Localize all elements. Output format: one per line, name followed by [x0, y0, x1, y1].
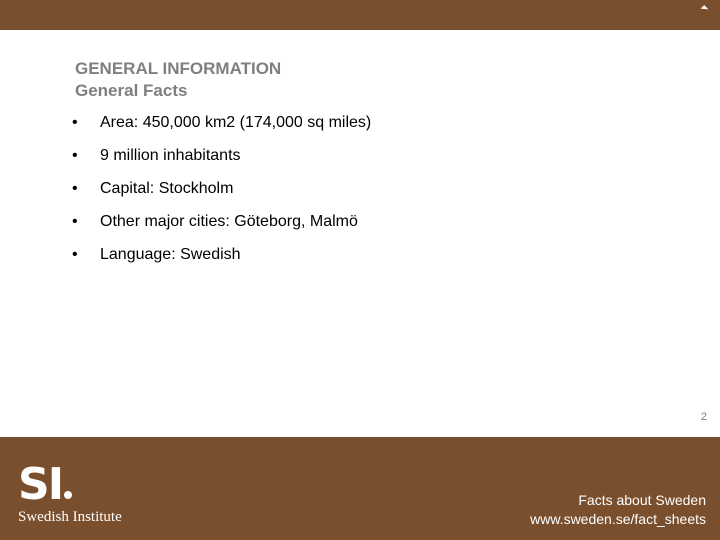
list-item: [72, 178, 371, 211]
corner-arrow-icon: [701, 5, 709, 13]
list-item: [72, 211, 371, 244]
swedish-institute-logo: [18, 459, 122, 526]
title-line-2: General Facts: [75, 81, 188, 100]
page-number: 2: [700, 411, 707, 423]
footer-link[interactable]: www.sweden.se/fact_sheets: [530, 511, 706, 527]
title-line-1: GENERAL INFORMATION: [75, 59, 282, 78]
logo-dot-icon: [64, 491, 72, 499]
slide-title: [75, 58, 281, 102]
top-band: [0, 0, 720, 30]
list-item: [72, 112, 371, 145]
bullet-icon: •: [72, 114, 78, 131]
bullet-text: 9 million inhabitants: [100, 147, 241, 164]
logo-mark: [18, 459, 122, 510]
logo-text: Swedish Institute: [18, 509, 122, 525]
footer-band: [0, 437, 720, 540]
bullet-icon: •: [72, 147, 78, 164]
bullet-icon: •: [72, 246, 78, 263]
list-item: [72, 145, 371, 178]
footer-line-1: Facts about Sweden: [578, 492, 706, 508]
footer-text: [530, 491, 706, 529]
bullet-list: [72, 112, 371, 277]
bullet-text: Language: Swedish: [100, 246, 241, 263]
bullet-icon: •: [72, 180, 78, 197]
bullet-text: Other major cities: Göteborg, Malmö: [100, 213, 358, 230]
bullet-text: Capital: Stockholm: [100, 180, 234, 197]
logo-mark-text: SI: [18, 459, 63, 510]
bullet-text: Area: 450,000 km2 (174,000 sq miles): [100, 114, 372, 131]
list-item: [72, 244, 371, 277]
bullet-icon: •: [72, 213, 78, 230]
